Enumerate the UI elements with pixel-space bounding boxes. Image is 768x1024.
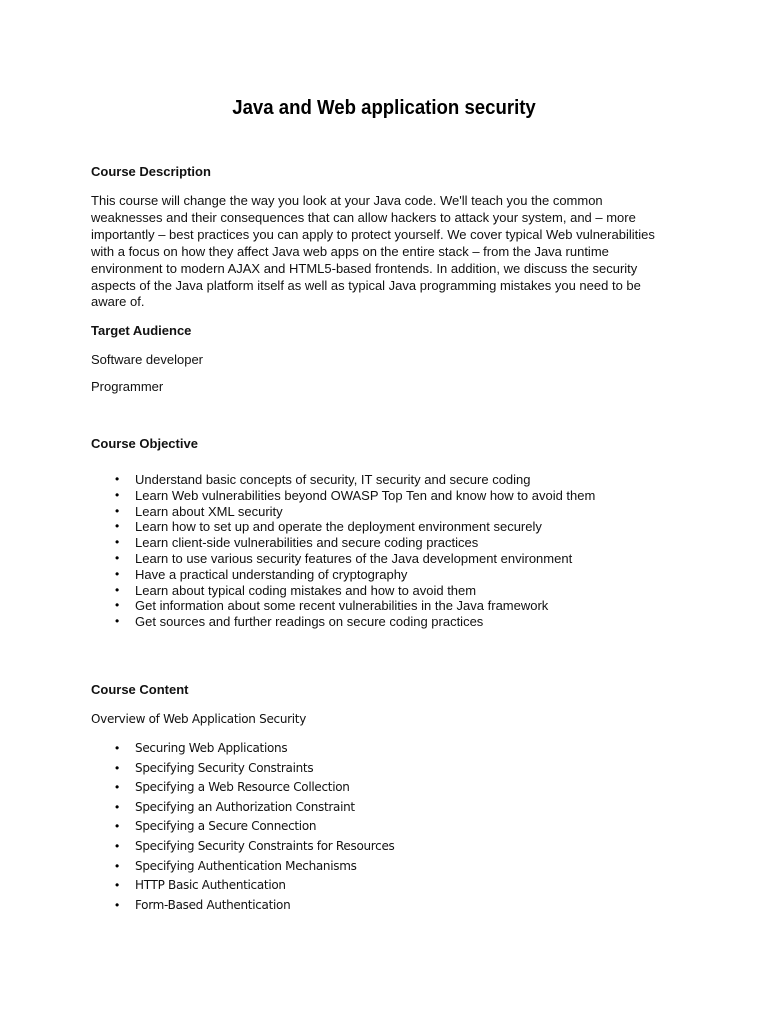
bullet-icon: • <box>115 582 120 597</box>
bullet-icon: • <box>115 858 120 873</box>
paragraph-line: aware of. <box>91 294 145 310</box>
bullet-icon: • <box>115 535 120 550</box>
course-content-heading: Course Content <box>91 682 189 697</box>
bullet-icon: • <box>115 566 120 581</box>
bullet-icon: • <box>115 550 120 565</box>
bullet-icon: • <box>115 799 120 814</box>
bullet-icon: • <box>115 519 120 534</box>
paragraph-line: This course will change the way you look at your Java code. We'll teach you the common <box>91 193 603 208</box>
course-description-paragraph <box>91 193 671 311</box>
bullet-icon: • <box>115 598 120 613</box>
bullet-icon: • <box>115 487 120 502</box>
audience-item: Programmer <box>91 379 164 394</box>
bullet-icon: • <box>115 741 120 755</box>
bullet-icon: • <box>115 503 120 518</box>
document-page: Java and Web application security Course Description This course will change the way you look at your Java code. We'll teach you the common weaknesses and their consequences that can allow hackers to attack your system, and – more importantly – best practices you can apply to protect yourself. We cover typical Web vulnerabilities with a focus on how they affect Java web apps on the entire stack – from the Java runtime environment to modern AJAX and HTML5-based frontends. In addition, we discuss the security aspects of the Java platform itself as well as typical Java programming mistakes you need to be aware of. Target Audience Software developer Programmer Course Objective • Understand basic concepts of security, IT security and secure coding • Learn Web vulnerabilities beyond OWASP Top Ten and know how to avoid them • Learn about XML security • Learn how to set up and operate the deployment environment securely • Learn client-side vulnerabilities and secure coding practices • Learn to use various security features of the Java development environment • Have a practical understanding of cryptography • Learn about typical coding mistakes and how to avoid them • Get information about some recent vulnerabilities in the Java framework • Get sources and further readings on secure coding practices Course Content Overview of Web Application Security • Securing Web Applications • Specifying Security Constraints • Specifying a Web Resource Collection • Specifying an Authorization Constraint • Specifying a Secure Connection • Specifying Security Constraints for Resources • Specifying Authentication Mechanisms • HTTP Basic Authentication • Form-Based Authentication <box>0 0 768 1024</box>
bullet-icon: • <box>115 878 120 893</box>
paragraph-line: with a focus on how they affect Java web apps on the entire stack – from the Java runtime <box>91 243 609 259</box>
course-objective-heading: Course Objective <box>91 436 198 451</box>
document-title: Java and Web application security <box>232 97 536 119</box>
course-content-overview: Overview of Web Application Security <box>91 712 307 726</box>
target-audience-heading: Target Audience <box>91 323 192 338</box>
bullet-icon: • <box>115 838 120 853</box>
bullet-icon: • <box>115 897 120 912</box>
bullet-icon: • <box>115 614 120 629</box>
bullet-icon: • <box>115 760 120 775</box>
bullet-icon: • <box>115 472 120 486</box>
paragraph-line: environment to modern AJAX and HTML5-based frontends. In addition, we discuss the security <box>91 260 638 276</box>
audience-item: Software developer <box>91 352 204 367</box>
paragraph-line: aspects of the Java platform itself as well as typical Java programming mistakes you need to be <box>91 277 641 293</box>
bullet-icon: • <box>115 819 120 834</box>
paragraph-line: weaknesses and their consequences that can allow hackers to attack your system, and – more <box>91 209 636 225</box>
paragraph-line: importantly – best practices you can apply to protect yourself. We cover typical Web vulnerabilities <box>91 226 655 242</box>
bullet-icon: • <box>115 780 120 795</box>
course-description-heading: Course Description <box>91 164 211 179</box>
